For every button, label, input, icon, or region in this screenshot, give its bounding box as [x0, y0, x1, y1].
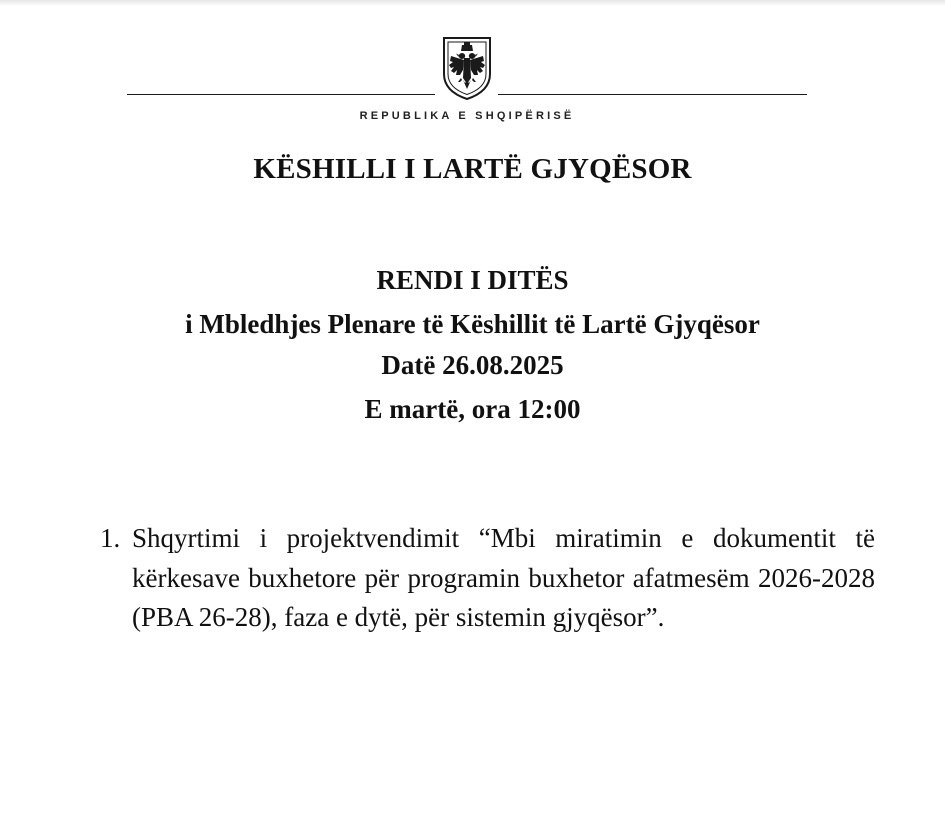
republic-label: REPUBLIKA E SHQIPËRISË [359, 110, 575, 122]
header-rule-right [498, 94, 807, 95]
agenda-item [100, 519, 875, 638]
agenda-item-text: Shqyrtimi i projektvendimit “Mbi miratimin e dokumentit të kërkesave buxhetore për programin buxhetor afatmesëm 2026-2028 (PBA 26-28), faza e dytë, për sistemin gjyqësor”. [132, 523, 875, 632]
agenda-item-number: 1. [100, 523, 121, 553]
agenda-day-time: E martë, ora 12:00 [364, 394, 581, 424]
albanian-coat-of-arms-icon [441, 34, 493, 100]
page-top-shadow [0, 0, 945, 6]
agenda-date: Datë 26.08.2025 [381, 350, 564, 380]
agenda-title: RENDI I DITËS [376, 265, 569, 295]
agenda-subtitle: i Mbledhjes Plenare të Këshillit të Lartë Gjyqësor [185, 309, 760, 339]
agenda-items-list [100, 519, 875, 638]
header-rule-left [127, 94, 435, 95]
agenda-heading [0, 262, 945, 435]
institution-name: KËSHILLI I LARTË GJYQËSOR [253, 153, 692, 185]
